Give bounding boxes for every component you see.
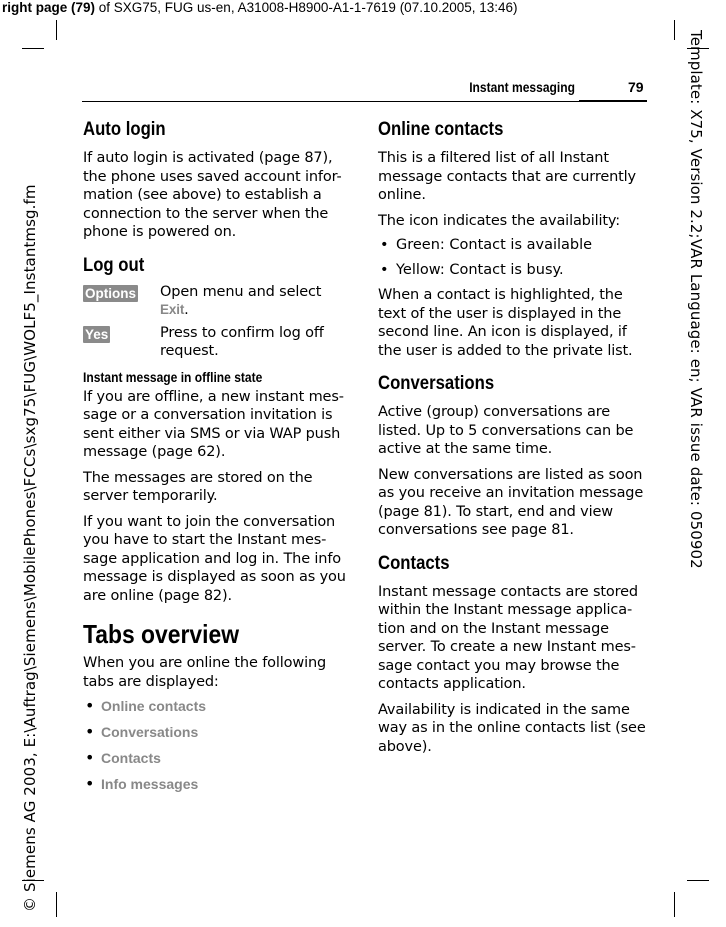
crop-mark (674, 20, 675, 40)
tabs-list (83, 693, 351, 797)
online-contacts-heading: Online contacts (378, 119, 504, 140)
softkey-description-text: Open menu and select (160, 283, 322, 300)
header-rule-right (579, 100, 647, 102)
tab-online-contacts: Online contacts (101, 698, 207, 714)
tabs-intro: When you are online the following tabs are displayed: (83, 655, 327, 690)
bullet-icon: • (85, 696, 95, 715)
availability-green: Green: Contact is available (396, 237, 593, 253)
bullet-icon: • (85, 774, 95, 793)
contacts-text-2: Availability is indicated in the same way as in the online contacts list (see above). (378, 701, 646, 755)
bullet-icon: • (85, 748, 95, 767)
tab-contacts: Contacts (101, 750, 161, 766)
softkey-row-options (83, 283, 351, 324)
list-item (378, 236, 646, 255)
availability-yellow: Yellow: Contact is busy. (396, 261, 564, 278)
softkey-description: Press to confirm log off request. (160, 324, 324, 359)
online-contacts-text-1: This is a filtered list of all Instant message contacts that are currently online. (378, 150, 636, 203)
copyright-path: © Siemens AG 2003, E:\Auftrag\Siemens\MobilePhones\FCCs\sxg75\FUG\WOLF5_Instantmsg.fm (21, 184, 39, 912)
list-item (83, 693, 351, 719)
conversations-heading: Conversations (378, 373, 495, 394)
bullet-icon: • (380, 237, 389, 253)
template-info: Template: X75, Version 2.2;VAR Language: en; VAR issue date: 050902 (687, 30, 705, 569)
print-meta-line (2, 0, 518, 15)
list-item (83, 771, 351, 797)
tab-info-messages: Info messages (101, 776, 199, 792)
options-softkey[interactable]: Options (85, 285, 136, 301)
right-column (378, 118, 646, 756)
offline-heading: Instant message in offline state (83, 368, 263, 385)
crop-mark (56, 20, 57, 40)
left-column (83, 118, 351, 797)
offline-text-3: If you want to join the conversation you have to start the Instant mes-sage application and log in. The info message is displayed as soon as you are online (page 82). (83, 513, 346, 604)
crop-mark (22, 48, 44, 49)
menu-ref-exit: Exit (160, 302, 185, 317)
print-meta-rest: of SXG75, FUG us-en, A31008-H8900-A1-1-7619 (07.10.2005, 13:46) (95, 0, 518, 15)
bullet-icon: • (380, 261, 389, 278)
contacts-text-1: Instant message contacts are stored within the Instant message applica-tion and on the Instant message server. To create a new Instant mes-sage contact you may browse the contacts application. (378, 583, 638, 692)
conversations-text-2: New conversations are listed as soon as you receive an invitation message (page 81). To start, end and view conversations see page 81. (378, 466, 644, 538)
page-number: 79 (628, 79, 644, 95)
bullet-icon: • (85, 722, 95, 741)
yes-softkey[interactable]: Yes (85, 326, 109, 342)
crop-mark (674, 892, 675, 917)
offline-text-1: If you are offline, a new instant mes-sage or a conversation invitation is sent either via SMS or via WAP push message (page 62). (83, 388, 344, 460)
tab-conversations: Conversations (101, 724, 199, 740)
print-meta-prefix: right page (79) (2, 0, 96, 15)
softkey-description-end: . (184, 302, 189, 318)
list-item (83, 745, 351, 771)
availability-list (378, 236, 646, 279)
offline-text-2: The messages are stored on the server temporarily. (83, 469, 313, 504)
online-contacts-text-2: The icon indicates the availability: (378, 212, 621, 229)
list-item (83, 719, 351, 745)
online-contacts-text-3: When a contact is highlighted, the text of the user is displayed in the second line. An icon is displayed, if the user is added to the private list. (378, 287, 633, 359)
conversations-text-1: Active (group) conversations are listed. Up to 5 conversations can be active at the same time. (378, 404, 634, 457)
log-out-heading: Log out (83, 254, 145, 276)
tabs-overview-heading: Tabs overview (83, 619, 239, 649)
softkey-row-yes (83, 324, 351, 368)
contacts-heading: Contacts (378, 552, 450, 574)
crop-mark (56, 892, 57, 917)
softkey-description (160, 283, 345, 320)
list-item (378, 261, 646, 280)
auto-login-text: If auto login is activated (page 87), the phone uses saved account infor-mation (see above) to establish a connection to the server when the phone is powered on. (83, 150, 342, 240)
header-rule (82, 101, 579, 102)
crop-mark (687, 880, 709, 881)
auto-login-heading: Auto login (83, 119, 166, 140)
running-header-title: Instant messaging (469, 79, 575, 95)
